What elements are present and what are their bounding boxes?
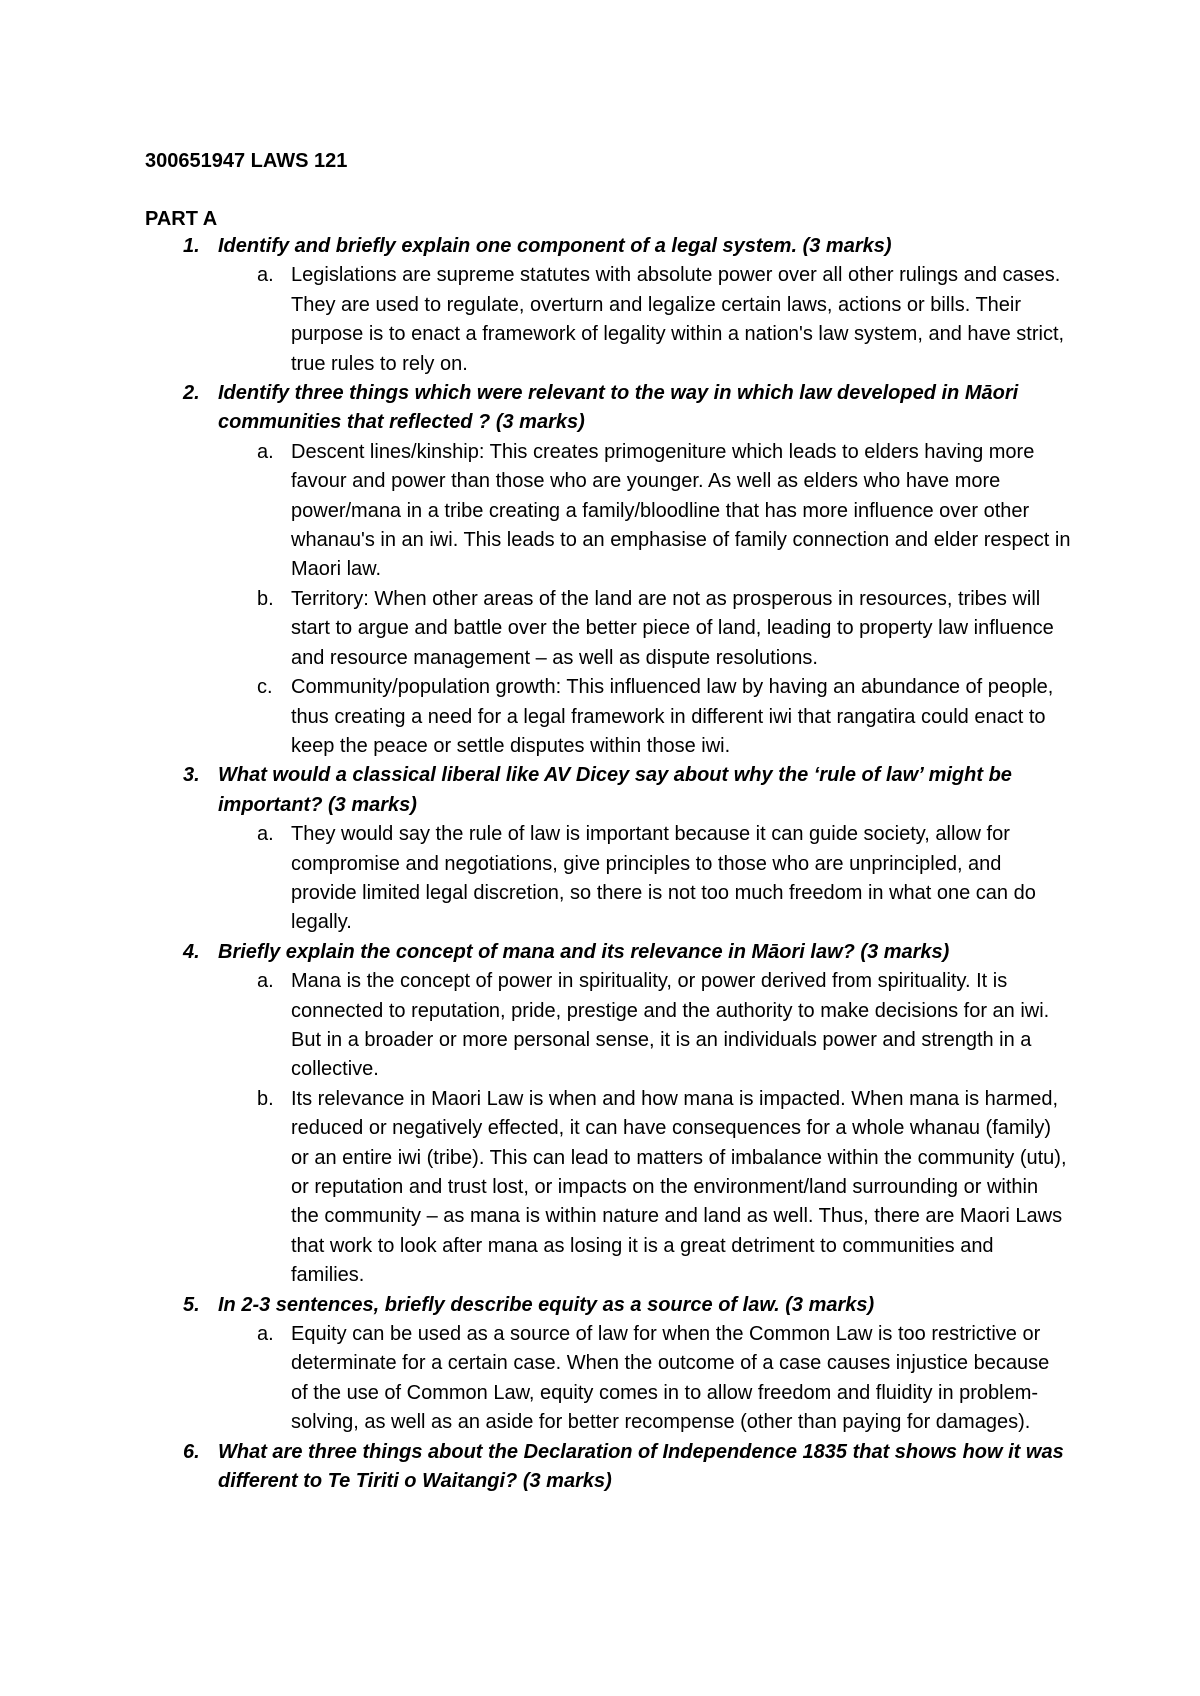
answer-2c — [145, 673, 1071, 761]
answer-letter: a. — [257, 440, 274, 463]
question-3 — [145, 761, 1075, 820]
question-1 — [145, 232, 1075, 261]
question-number: 5. — [183, 1293, 200, 1316]
answer-text: Legislations are supreme statutes with absolute power over all other rulings and cases. They are used to regulate, overturn and legalize certain laws, actions or bills. Their purpose is to enact a framework of legality within a nation's law system, and have strict, true rules to rely on. — [291, 264, 1065, 375]
question-5 — [145, 1291, 1075, 1320]
question-number: 3. — [183, 764, 200, 787]
section-heading: PART A — [145, 208, 218, 230]
document-header: 300651947 LAWS 121 — [145, 150, 348, 172]
answer-1a — [145, 261, 1071, 379]
question-2 — [145, 379, 1075, 438]
answer-letter: b. — [257, 1087, 274, 1110]
answer-text: Community/population growth: This influenced law by having an abundance of people, thus creating a need for a legal framework in different iwi that rangatira could enact to keep the peace or settle disputes within those iwi. — [291, 676, 1054, 757]
question-text: What would a classical liberal like AV Dicey say about why the ‘rule of law’ might be important? (3 marks) — [218, 764, 1012, 816]
question-list — [145, 232, 1075, 1496]
answer-text: Equity can be used as a source of law for when the Common Law is too restrictive or determinate for a certain case. When the outcome of a case causes injustice because of the use of Common Law, equity comes in to allow freedom and fluidity in problem-solving, as well as an aside for better recompense (other than paying for damages). — [291, 1323, 1050, 1434]
answer-text: Mana is the concept of power in spirituality, or power derived from spirituality. It is connected to reputation, pride, prestige and the authority to make decisions for an iwi. But in a broader or more personal sense, it is an individuals power and strength in a collective. — [291, 970, 1050, 1081]
question-6 — [145, 1438, 1075, 1497]
question-number: 4. — [183, 940, 200, 963]
answer-5a — [145, 1320, 1071, 1438]
answer-letter: a. — [257, 264, 274, 287]
question-number: 6. — [183, 1440, 200, 1463]
answer-text: Territory: When other areas of the land are not as prosperous in resources, tribes will start to argue and battle over the better piece of land, leading to property law influence and resource management – as well as dispute resolutions. — [291, 587, 1054, 669]
answer-letter: a. — [257, 1323, 274, 1346]
question-number: 1. — [183, 235, 200, 257]
answer-text: They would say the rule of law is important because it can guide society, allow for compromise and negotiations, give principles to those who are unprincipled, and provide limited legal discretion, so there is not too much freedom in what one can do legally. — [291, 823, 1036, 934]
answer-2b — [145, 585, 1071, 673]
answer-letter: c. — [257, 676, 273, 699]
question-text: Briefly explain the concept of mana and its relevance in Māori law? (3 marks) — [218, 940, 950, 963]
answer-text: Descent lines/kinship: This creates primogeniture which leads to elders having more favour and power than those who are younger. As well as elders who have more power/mana in a tribe creating a family/bloodline that has more influence over other whanau's in an iwi. This leads to an emphasise of family connection and elder respect in Maori law. — [291, 440, 1071, 581]
question-4 — [145, 938, 1075, 967]
answer-4b — [145, 1085, 1071, 1291]
question-text: Identify and briefly explain one component of a legal system. (3 marks) — [218, 235, 892, 257]
answer-letter: b. — [257, 587, 274, 610]
question-text: In 2-3 sentences, briefly describe equity as a source of law. (3 marks) — [218, 1293, 875, 1316]
answer-4a — [145, 967, 1071, 1085]
answer-3a — [145, 820, 1071, 938]
answer-text: Its relevance in Maori Law is when and how mana is impacted. When mana is harmed, reduced or negatively effected, it can have consequences for a whole whanau (family) or an entire iwi (tribe). This can lead to matters of imbalance within the community (utu), or reputation and trust lost, or impacts on the environment/land surrounding or within the community – as mana is within nature and land as well. Thus, there are Maori Laws that work to look after mana as losing it is a great detriment to communities and families. — [291, 1087, 1067, 1287]
question-text: What are three things about the Declaration of Independence 1835 that shows how it was different to Te Tiriti o Waitangi? (3 marks) — [218, 1440, 1064, 1493]
question-number: 2. — [183, 382, 200, 405]
answer-2a — [145, 438, 1071, 585]
answer-letter: a. — [257, 970, 274, 993]
question-text: Identify three things which were relevant to the way in which law developed in Māori communities that reflected ? (3 marks) — [218, 382, 1019, 434]
answer-letter: a. — [257, 823, 274, 846]
